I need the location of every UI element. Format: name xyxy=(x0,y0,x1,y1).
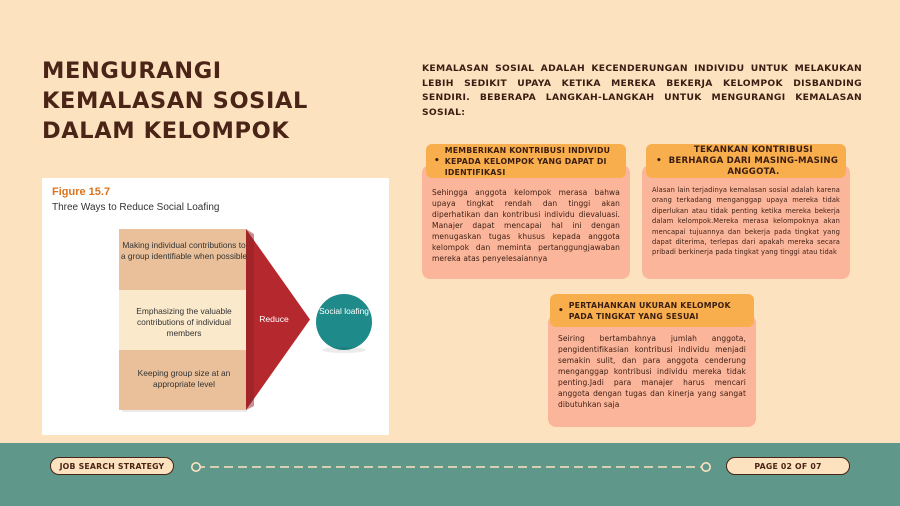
card-1-body xyxy=(422,165,630,279)
title-line-2: KEMALASAN SOSIAL xyxy=(42,88,308,114)
intro-text: KEMALASAN SOSIAL ADALAH KECENDERUNGAN INDIVIDU UNTUK MELAKUKAN LEBIH SEDIKIT UPAYA KETIKA MEREKA BEKERJA KELOMPOK DISBANDING SENDIRI. BEBERAPA LANGKAH-LANGKAH UNTUK MENGURANGI KEMALASAN SOSIAL: xyxy=(422,63,862,118)
bullet-icon: • xyxy=(656,156,662,166)
card-2-body xyxy=(642,165,850,279)
card-1-heading xyxy=(426,144,626,178)
social-loafing-circle xyxy=(316,294,372,350)
card-1-text: Sehingga anggota kelompok merasa bahwa upaya tingkat rendah dan tinggi akan diperhatikan dan kontribusi individu dievaluasi. Manajer dapat mencapai hal ini dengan menugaskan tugas khusus kepada anggota kelompok dan meminta pertanggungjawaban mereka atas penyelesaiannya xyxy=(432,188,620,263)
line-end-dot xyxy=(702,463,710,471)
reduce-label: Reduce xyxy=(259,314,289,324)
figure-caption: Three Ways to Reduce Social Loafing xyxy=(52,202,220,213)
card-3-heading-text: PERTAHANKAN UKURAN KELOMPOK PADA TINGKAT YANG SESUAI xyxy=(568,300,731,321)
progress-line xyxy=(190,457,712,477)
title-line-1: MENGURANGI xyxy=(42,58,222,84)
social-loafing-label: Social loafing xyxy=(319,306,369,316)
figure-label: Figure 15.7 xyxy=(52,186,111,198)
card-2-text: Alasan lain terjadinya kemalasan sosial adalah karena orang terkadang menganggap upaya mereka tidak diperlukan atau tidak penting ketika mereka bekerja dalam kelompok.Mereka merasa kelompoknya akan mencapai tujuannya dan bekerja pada tingkat yang dapat diterima, terlepas dari apakah mereka secara pribadi berkinerja pada tingkat yang tinggi atau tidak xyxy=(652,186,840,257)
bullet-icon: • xyxy=(434,156,440,166)
card-1-heading-text: MEMBERIKAN KONTRIBUSI INDIVIDU KEPADA KELOMPOK YANG DAPAT DI IDENTIFIKASI xyxy=(444,145,611,177)
box-middle-text: Emphasizing the valuable contributions of individual members xyxy=(136,306,232,338)
card-2-heading xyxy=(646,144,846,178)
page-title xyxy=(42,56,362,146)
box-bottom-text: Keeping group size at an appropriate level xyxy=(137,368,231,389)
card-3-text: Seiring bertambahnya jumlah anggota, pengidentifikasian kontribusi individu menjadi semakin sulit, dan para anggota cenderung menganggap kontribusi individu mereka tidak penting.Jadi para manajer harus mencari anggota dengan tugas dan kinerja yang sangat dibutuhkan saja xyxy=(558,334,746,409)
card-3-heading xyxy=(550,294,754,327)
job-search-strategy-pill[interactable]: JOB SEARCH STRATEGY xyxy=(50,457,174,475)
card-2-heading-text: TEKANKAN KONTRIBUSI BERHARGA DARI MASING-MASING ANGGOTA. xyxy=(668,144,839,177)
line-start-dot xyxy=(192,463,200,471)
box-top-text: Making individual contributions to a group identifiable when possible xyxy=(120,240,248,261)
card-3-body xyxy=(548,315,756,427)
bullet-icon: • xyxy=(558,305,564,316)
page-number-pill: PAGE 02 OF 07 xyxy=(726,457,850,475)
figure-panel xyxy=(42,178,389,435)
title-line-3: DALAM KELOMPOK xyxy=(42,118,290,144)
circle-shadow xyxy=(322,347,366,353)
